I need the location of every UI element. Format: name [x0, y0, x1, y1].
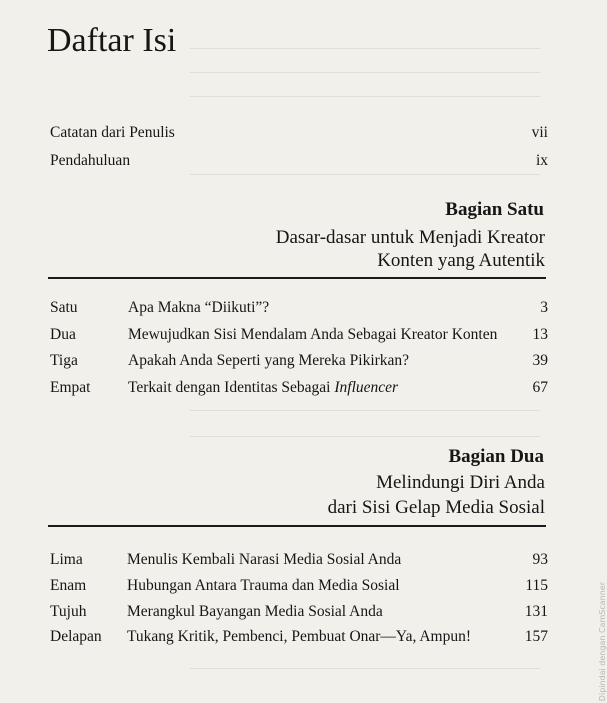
bleed-through-line	[190, 48, 540, 49]
chapter-number: Satu	[50, 299, 78, 316]
page-number: 39	[532, 352, 548, 369]
bleed-through-line	[190, 72, 540, 73]
chapter-row[interactable]	[50, 603, 548, 625]
page-number: vii	[531, 124, 548, 141]
chapter-title: Mewujudkan Sisi Mendalam Anda Sebagai Kreator Konten	[128, 326, 498, 343]
chapter-number: Tujuh	[50, 603, 87, 620]
bleed-through-line	[190, 96, 540, 97]
chapter-title: Hubungan Antara Trauma dan Media Sosial	[127, 577, 400, 594]
front-matter-label: Pendahuluan	[50, 152, 131, 169]
page-number: 115	[525, 577, 548, 594]
chapter-row[interactable]	[50, 352, 548, 374]
chapter-number: Lima	[50, 551, 83, 568]
chapter-title: Merangkul Bayangan Media Sosial Anda	[127, 603, 383, 620]
chapter-number: Delapan	[50, 628, 102, 645]
scanner-watermark: Dipindai dengan CamScanner	[598, 582, 607, 702]
chapter-title-text: Terkait dengan Identitas Sebagai	[128, 379, 335, 396]
chapter-number: Empat	[50, 379, 91, 396]
bleed-through-line	[190, 436, 540, 437]
chapter-row[interactable]	[50, 551, 548, 573]
part-two-title-line: Melindungi Diri Anda	[376, 472, 545, 493]
chapter-row[interactable]	[50, 628, 548, 650]
part-one-label: Bagian Satu	[445, 199, 544, 220]
chapter-number: Tiga	[50, 352, 78, 369]
page-number: 3	[540, 299, 548, 316]
page-title: Daftar Isi	[47, 22, 177, 59]
front-matter-row[interactable]	[50, 152, 548, 174]
page-number: 157	[524, 628, 548, 645]
chapter-title: Apakah Anda Seperti yang Mereka Pikirkan?	[128, 352, 410, 369]
chapter-title-italic: Influencer	[334, 379, 399, 396]
page-number: 13	[532, 326, 548, 343]
chapter-title	[128, 379, 398, 397]
part-two-title-line: dari Sisi Gelap Media Sosial	[327, 497, 545, 518]
section-divider	[48, 277, 546, 279]
page-number: 67	[532, 379, 548, 396]
front-matter-row[interactable]	[50, 124, 548, 146]
chapter-row[interactable]	[50, 379, 548, 401]
part-two-label: Bagian Dua	[448, 446, 544, 467]
chapter-title: Menulis Kembali Narasi Media Sosial Anda	[127, 551, 402, 568]
chapter-row[interactable]	[50, 326, 548, 348]
chapter-title: Apa Makna “Diikuti”?	[128, 299, 270, 316]
chapter-row[interactable]	[50, 299, 548, 321]
bleed-through-line	[190, 174, 540, 175]
bleed-through-line	[190, 668, 540, 669]
front-matter-label: Catatan dari Penulis	[50, 124, 175, 141]
page-number: ix	[535, 152, 548, 169]
chapter-title: Tukang Kritik, Pembenci, Pembuat Onar—Ya, Ampun!	[127, 628, 472, 645]
part-one-title-line: Dasar-dasar untuk Menjadi Kreator	[275, 227, 545, 248]
page-number: 93	[532, 551, 548, 568]
chapter-number: Enam	[50, 577, 87, 594]
section-divider	[48, 525, 546, 527]
chapter-row[interactable]	[50, 577, 548, 599]
bleed-through-line	[190, 410, 540, 411]
page-number: 131	[524, 603, 548, 620]
chapter-number: Dua	[50, 326, 76, 343]
part-one-title-line: Konten yang Autentik	[377, 250, 545, 271]
